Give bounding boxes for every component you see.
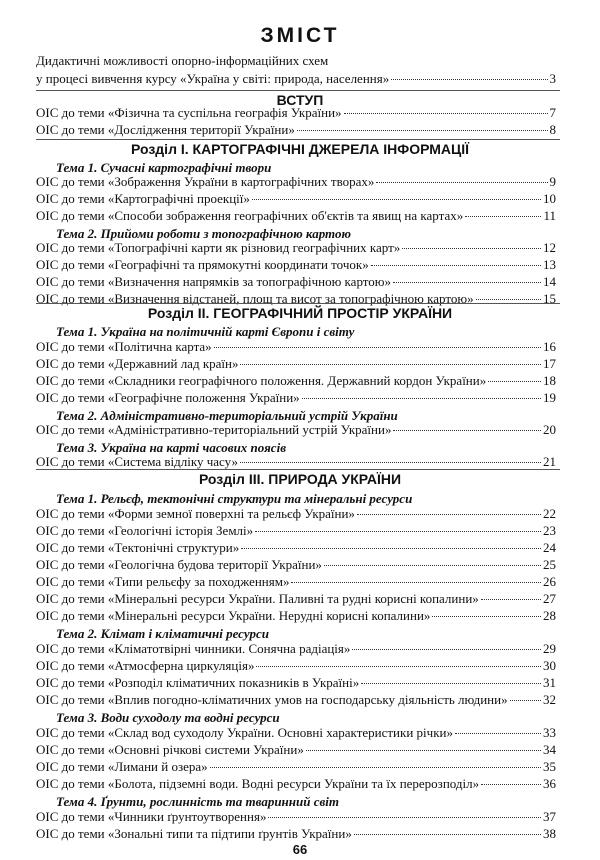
toc-entry-label: ОІС до теми «Мінеральні ресурси України. Паливні та рудні корисні копалини» [36, 591, 479, 606]
dot-leader [344, 113, 548, 114]
toc-entry-label: ОІС до теми «Атмосферна циркуляція» [36, 658, 255, 673]
toc-page-number: 22 [543, 506, 556, 521]
toc-page-number: 31 [543, 675, 556, 690]
toc-page-number: 38 [543, 826, 556, 841]
toc-entry-label: ОІС до теми «Лимани й озера» [36, 759, 208, 774]
toc-entry-label: ОІС до теми «Картографічні проекції» [36, 191, 250, 206]
toc-entry[interactable] [36, 825, 556, 843]
toc-page-number: 10 [543, 191, 556, 206]
dot-leader [240, 462, 541, 463]
topic-heading: Тема 1. Рельєф, тектонічні структури та мінеральні ресурси [56, 491, 413, 506]
toc-page-number: 23 [543, 523, 556, 538]
toc-entry-label: ОІС до теми «Розподіл кліматичних показників в Україні» [36, 675, 360, 690]
toc-entry[interactable] [36, 121, 556, 139]
dot-leader [476, 299, 541, 300]
dot-leader [510, 700, 541, 701]
toc-entry-label: ОІС до теми «Основні річкові системи України» [36, 742, 304, 757]
toc-entry[interactable] [36, 190, 556, 208]
toc-page-number: 20 [543, 422, 556, 437]
page-number: 66 [292, 842, 308, 857]
dot-leader [465, 216, 541, 217]
toc-entry[interactable] [36, 556, 556, 574]
toc-entry-label: ОІС до теми «Система відліку часу» [36, 454, 238, 469]
toc-entry-label: ОІС до теми «Болота, підземні води. Водні ресурси України та їх перерозподіл» [36, 776, 480, 791]
toc-entry[interactable] [36, 758, 556, 776]
toc-page-number: 3 [549, 71, 556, 86]
toc-page-number: 7 [549, 105, 556, 120]
dot-leader [488, 381, 541, 382]
section-heading-vstup: ВСТУП [276, 92, 324, 108]
dot-leader [297, 130, 548, 131]
toc-entry-label: ОІС до теми «Вплив погодно-кліматичних умов на господарську діяльність людини» [36, 692, 508, 707]
toc-page-number: 37 [543, 809, 556, 824]
topic-heading: Тема 3. Води суходолу та водні ресурси [56, 710, 280, 725]
toc-page-number: 12 [543, 240, 556, 255]
toc-entry[interactable] [36, 505, 556, 523]
dot-leader [391, 79, 547, 80]
toc-page-number: 32 [543, 692, 556, 707]
toc-page-number: 9 [549, 174, 556, 189]
toc-entry[interactable] [36, 573, 556, 591]
toc-page-number: 14 [543, 274, 556, 289]
toc-entry-label: ОІС до теми «Географічне положення України» [36, 390, 300, 405]
topic-heading: Тема 2. Клімат і кліматичні ресурси [56, 626, 269, 641]
dot-leader [481, 784, 541, 785]
toc-page-number: 33 [543, 725, 556, 740]
toc-entry[interactable] [36, 256, 556, 274]
dot-leader [361, 683, 541, 684]
dot-leader [393, 430, 541, 431]
toc-page-number: 27 [543, 591, 556, 606]
page-title: ЗМІСТ [260, 24, 340, 47]
toc-entry[interactable] [36, 173, 556, 191]
toc-entry-label: ОІС до теми «Кліматотвірні чинники. Сонячна радіація» [36, 641, 351, 656]
toc-page-number: 17 [543, 356, 556, 371]
toc-page-number: 30 [543, 658, 556, 673]
toc-entry[interactable] [36, 775, 556, 793]
dot-leader [481, 599, 541, 600]
toc-entry[interactable] [36, 273, 556, 291]
dot-leader [393, 282, 541, 283]
topic-heading: Тема 1. Україна на політичній карті Європи і світу [56, 324, 355, 339]
toc-page-number: 28 [543, 608, 556, 623]
section-heading-3: Розділ ІІІ. ПРИРОДА УКРАЇНИ [198, 471, 402, 487]
toc-entry[interactable] [36, 724, 556, 742]
section-heading-2: Розділ ІІ. ГЕОГРАФІЧНИЙ ПРОСТІР УКРАЇНИ [147, 305, 453, 321]
toc-entry[interactable] [36, 421, 556, 439]
section-heading-1: Розділ І. КАРТОГРАФІЧНІ ДЖЕРЕЛА ІНФОРМАЦІЇ [130, 141, 470, 157]
dot-leader [255, 531, 541, 532]
toc-entry[interactable] [36, 657, 556, 675]
topic-heading: Тема 1. Сучасні картографічні твори [56, 160, 272, 175]
toc-page-number: 13 [543, 257, 556, 272]
toc-entry-label: ОІС до теми «Політична карта» [36, 339, 212, 354]
toc-entry-label: ОІС до теми «Складники географічного положення. Державний кордон України» [36, 373, 487, 388]
dot-leader [354, 834, 541, 835]
toc-entry[interactable] [36, 741, 556, 759]
dot-leader [455, 733, 541, 734]
toc-entry[interactable] [36, 338, 556, 356]
dot-leader [240, 364, 541, 365]
toc-entry[interactable] [36, 640, 556, 658]
toc-entry-label: ОІС до теми «Державний лад країн» [36, 356, 239, 371]
dot-leader [252, 199, 541, 200]
toc-entry[interactable] [36, 590, 556, 608]
toc-entry[interactable] [36, 389, 556, 407]
topic-heading: Тема 2. Прийоми роботи з топографічною картою [56, 226, 351, 241]
dot-leader [302, 398, 541, 399]
toc-entry-label: ОІС до теми «Чинники ґрунтоутворення» [36, 809, 267, 824]
toc-page-number: 8 [549, 122, 556, 137]
toc-entry[interactable] [36, 808, 556, 826]
toc-entry-label: ОІС до теми «Адміністративно-територіальний устрій України» [36, 422, 392, 437]
toc-entry[interactable] [36, 104, 556, 122]
toc-entry-label: ОІС до теми «Тектонічні структури» [36, 540, 240, 555]
dot-leader [432, 616, 541, 617]
toc-entry-label: ОІС до теми «Визначення відстаней, площ та висот за топографічною картою» [36, 291, 474, 306]
dot-leader [256, 666, 541, 667]
dot-leader [324, 565, 541, 566]
toc-entry[interactable] [36, 239, 556, 257]
toc-entry-label: ОІС до теми «Визначення напрямків за топографічною картою» [36, 274, 391, 289]
topic-heading: Тема 4. Ґрунти, рослинність та тваринний світ [56, 794, 340, 809]
toc-entry-label: ОІС до теми «Фізична та суспільна географія України» [36, 105, 342, 120]
topic-heading: Тема 2. Адміністративно-територіальний устрій України [56, 408, 398, 423]
dot-leader [402, 248, 541, 249]
toc-entry[interactable] [36, 691, 556, 709]
toc-entry-label: ОІС до теми «Склад вод суходолу України. Основні характеристики річки» [36, 725, 453, 740]
dot-leader [268, 817, 541, 818]
toc-entry-label: ОІС до теми «Мінеральні ресурси України. Нерудні корисні копалини» [36, 608, 431, 623]
toc-entry-label: ОІС до теми «Географічні та прямокутні координати точок» [36, 257, 369, 272]
toc-entry-label: ОІС до теми «Зональні типи та підтипи ґрунтів України» [36, 826, 352, 841]
toc-entry[interactable] [36, 674, 556, 692]
dot-leader [210, 767, 541, 768]
dot-leader [376, 182, 547, 183]
toc-page-number: 35 [543, 759, 556, 774]
dot-leader [241, 548, 541, 549]
toc-page-number: 16 [543, 339, 556, 354]
toc-page-number: 29 [543, 641, 556, 656]
toc-entry[interactable] [36, 522, 556, 540]
toc-page-number: 36 [543, 776, 556, 791]
toc-page-number: 19 [543, 390, 556, 405]
toc-page-number: 21 [543, 454, 556, 469]
toc-page-number: 26 [543, 574, 556, 589]
toc-entry-label: ОІС до теми «Геологічні історія Землі» [36, 523, 254, 538]
toc-entry[interactable] [36, 372, 556, 390]
toc-entry-label: ОІС до теми «Способи зображення географічних об'єктів та явищ на картах» [36, 208, 464, 223]
toc-page-number: 24 [543, 540, 556, 555]
toc-entry[interactable] [36, 607, 556, 625]
dot-leader [306, 750, 541, 751]
dot-leader [291, 582, 541, 583]
toc-entry-label: у процесі вивчення курсу «Україна у світі: природа, населення» [36, 71, 390, 86]
toc-entry[interactable] [36, 539, 556, 557]
toc-entry-label: ОІС до теми «Форми земної поверхні та рельєф України» [36, 506, 355, 521]
dot-leader [214, 347, 541, 348]
dot-leader [352, 649, 541, 650]
toc-intro-line1: Дидактичні можливості опорно-інформаційних схем [36, 53, 329, 68]
toc-page-number: 11 [543, 208, 556, 223]
toc-entry[interactable] [36, 355, 556, 373]
toc-page-number: 15 [543, 291, 556, 306]
dot-leader [371, 265, 541, 266]
toc-entry-label: ОІС до теми «Топографічні карти як різновид географічних карт» [36, 240, 401, 255]
toc-entry[interactable] [36, 207, 556, 225]
toc-entry-intro[interactable] [36, 70, 556, 88]
toc-entry-label: ОІС до теми «Зображення України в картографічних творах» [36, 174, 375, 189]
topic-heading: Тема 3. Україна на карті часових поясів [56, 440, 287, 455]
toc-page-number: 34 [543, 742, 556, 757]
toc-page-number: 18 [543, 373, 556, 388]
dot-leader [357, 514, 541, 515]
toc-page-number: 25 [543, 557, 556, 572]
toc-entry-label: ОІС до теми «Геологічна будова території України» [36, 557, 322, 572]
toc-entry-label: ОІС до теми «Дослідження території України» [36, 122, 295, 137]
toc-entry-label: ОІС до теми «Типи рельєфу за походженням» [36, 574, 290, 589]
